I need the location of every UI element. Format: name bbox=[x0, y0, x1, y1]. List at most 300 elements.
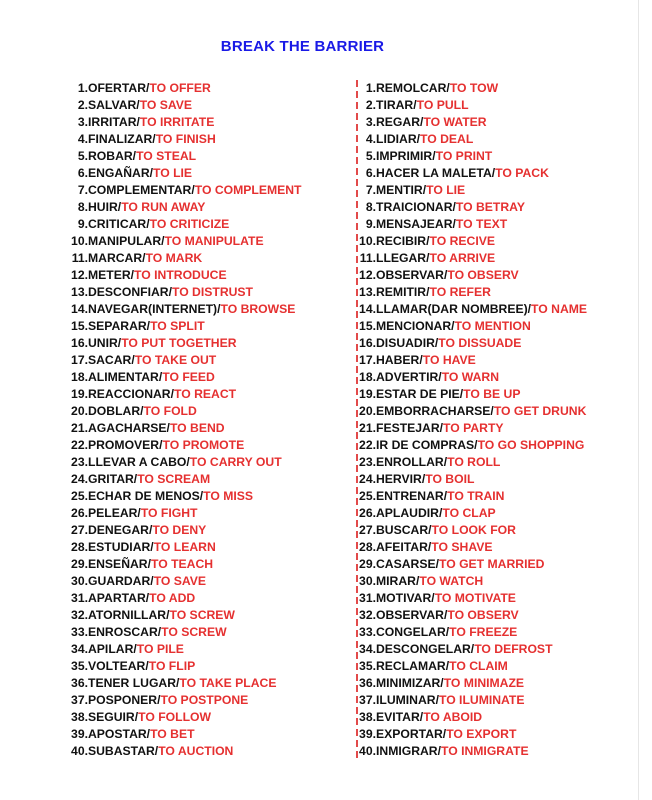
vocab-english: TO FEED bbox=[162, 370, 215, 384]
vocab-item bbox=[68, 641, 353, 658]
vocab-spanish: HABER/ bbox=[376, 353, 423, 367]
vocab-spanish: REMOLCAR/ bbox=[376, 81, 450, 95]
vocab-spanish: PELEAR/ bbox=[88, 506, 141, 520]
vocab-spanish: FESTEJAR/ bbox=[376, 421, 444, 435]
vocab-english: TO CRITICIZE bbox=[149, 217, 230, 231]
vocab-english: TO TEACH bbox=[150, 557, 214, 571]
vocab-english: TO MINIMAZE bbox=[443, 676, 525, 690]
vocab-spanish: LIDIAR/ bbox=[376, 132, 421, 146]
vocab-english: TO LIE bbox=[153, 166, 193, 180]
vocab-number: 15. bbox=[359, 319, 376, 333]
vocab-spanish: TENER LUGAR/ bbox=[88, 676, 180, 690]
vocab-spanish: RECLAMAR/ bbox=[376, 659, 450, 673]
vocab-spanish: LLEGAR/ bbox=[376, 251, 430, 265]
vocab-item bbox=[68, 675, 353, 692]
vocab-number: 26. bbox=[71, 506, 88, 520]
vocab-number: 40. bbox=[71, 744, 88, 758]
vocab-number: 26. bbox=[359, 506, 376, 520]
vocab-item bbox=[68, 80, 353, 97]
vocab-spanish: APARTAR/ bbox=[88, 591, 150, 605]
vocab-english: TO CLAP bbox=[442, 506, 496, 520]
vocab-number: 32. bbox=[359, 608, 376, 622]
vocab-list-right bbox=[358, 80, 643, 760]
vocab-item bbox=[68, 250, 353, 267]
vocab-item bbox=[68, 573, 353, 590]
vocab-english: TO SAVE bbox=[139, 98, 193, 112]
vocab-english: TO WATCH bbox=[419, 574, 484, 588]
vocab-number: 29. bbox=[71, 557, 88, 571]
vocab-english: TO MOTIVATE bbox=[434, 591, 516, 605]
vocab-item bbox=[68, 284, 353, 301]
vocab-item bbox=[68, 505, 353, 522]
vocab-english: TO MARK bbox=[145, 251, 203, 265]
vocab-english: TO CARRY OUT bbox=[189, 455, 282, 469]
vocab-spanish: REMITIR/ bbox=[376, 285, 430, 299]
vocab-english: TO FLIP bbox=[148, 659, 196, 673]
vocab-english: TO ROLL bbox=[447, 455, 501, 469]
vocab-item bbox=[358, 386, 643, 403]
vocab-item bbox=[358, 199, 643, 216]
vocab-english: TO FREEZE bbox=[449, 625, 518, 639]
vocab-spanish: DOBLAR/ bbox=[88, 404, 144, 418]
vocab-english: TO POSTPONE bbox=[160, 693, 249, 707]
vocab-item bbox=[358, 148, 643, 165]
vocab-spanish: COMPLEMENTAR/ bbox=[88, 183, 195, 197]
vocab-number: 22. bbox=[71, 438, 88, 452]
vocab-item bbox=[68, 590, 353, 607]
vocab-english: TO PROMOTE bbox=[162, 438, 245, 452]
vocab-english: TO MANIPULATE bbox=[164, 234, 264, 248]
vocab-item bbox=[358, 165, 643, 182]
vocab-number: 36. bbox=[359, 676, 376, 690]
vocab-number: 21. bbox=[71, 421, 88, 435]
vocab-english: TO LIE bbox=[426, 183, 466, 197]
vocab-item bbox=[358, 131, 643, 148]
vocab-item bbox=[68, 165, 353, 182]
vocab-spanish: REACCIONAR/ bbox=[88, 387, 174, 401]
vocab-english: TO FIGHT bbox=[140, 506, 198, 520]
vocab-english: TO BEND bbox=[169, 421, 225, 435]
vocab-item bbox=[68, 607, 353, 624]
vocab-item bbox=[68, 97, 353, 114]
vocab-number: 33. bbox=[71, 625, 88, 639]
vocab-spanish: SACAR/ bbox=[88, 353, 135, 367]
vocab-number: 2. bbox=[365, 98, 376, 112]
vocab-spanish: DENEGAR/ bbox=[88, 523, 153, 537]
vocab-number: 8. bbox=[365, 200, 376, 214]
vocab-spanish: GRITAR/ bbox=[88, 472, 138, 486]
vocab-spanish: ESTAR DE PIE/ bbox=[376, 387, 464, 401]
vocab-item bbox=[358, 675, 643, 692]
vocab-item bbox=[358, 420, 643, 437]
vocab-spanish: IR DE COMPRAS/ bbox=[376, 438, 478, 452]
vocab-english: TO HAVE bbox=[422, 353, 476, 367]
vocab-number: 3. bbox=[365, 115, 376, 129]
vocab-item bbox=[68, 437, 353, 454]
vocab-spanish: MANIPULAR/ bbox=[88, 234, 165, 248]
vocab-spanish: LLAMAR(DAR NOMBREE)/ bbox=[376, 302, 532, 316]
vocab-spanish: INMIGRAR/ bbox=[376, 744, 441, 758]
vocab-number: 4. bbox=[365, 132, 376, 146]
vocab-english: TO ABOID bbox=[423, 710, 483, 724]
vocab-english: TO LOOK FOR bbox=[431, 523, 516, 537]
vocab-item bbox=[358, 454, 643, 471]
vocab-spanish: DESCONFIAR/ bbox=[88, 285, 172, 299]
vocab-item bbox=[68, 318, 353, 335]
vocab-item bbox=[68, 624, 353, 641]
vocab-item bbox=[358, 301, 643, 318]
vocab-number: 11. bbox=[359, 251, 376, 265]
vocab-spanish: GUARDAR/ bbox=[88, 574, 154, 588]
vocab-spanish: MENSAJEAR/ bbox=[376, 217, 456, 231]
vocab-spanish: RECIBIR/ bbox=[376, 234, 430, 248]
vocab-item bbox=[68, 199, 353, 216]
vocab-spanish: ENGAÑAR/ bbox=[88, 166, 154, 180]
vocab-english: TO INTRODUCE bbox=[134, 268, 227, 282]
vocab-item bbox=[358, 573, 643, 590]
vocab-number: 11. bbox=[71, 251, 88, 265]
vocab-item bbox=[358, 114, 643, 131]
vocab-item bbox=[68, 692, 353, 709]
vocab-number: 24. bbox=[359, 472, 376, 486]
vocab-number: 34. bbox=[359, 642, 376, 656]
vocab-english: TO PULL bbox=[416, 98, 469, 112]
vocab-spanish: EVITAR/ bbox=[376, 710, 424, 724]
vocab-number: 18. bbox=[71, 370, 88, 384]
vocab-english: TO ILUMINATE bbox=[438, 693, 525, 707]
vocab-item bbox=[68, 352, 353, 369]
vocab-number: 19. bbox=[359, 387, 376, 401]
vocab-number: 16. bbox=[71, 336, 88, 350]
vocab-item bbox=[68, 556, 353, 573]
vocab-item bbox=[358, 182, 643, 199]
vocab-english: TO RUN AWAY bbox=[121, 200, 206, 214]
vocab-item bbox=[358, 590, 643, 607]
vocab-spanish: MIRAR/ bbox=[376, 574, 420, 588]
vocab-number: 28. bbox=[359, 540, 376, 554]
vocab-spanish: APOSTAR/ bbox=[88, 727, 151, 741]
vocab-item bbox=[68, 131, 353, 148]
vocab-number: 28. bbox=[71, 540, 88, 554]
vocab-number: 17. bbox=[359, 353, 376, 367]
vocab-number: 27. bbox=[359, 523, 376, 537]
vocab-spanish: ENROSCAR/ bbox=[88, 625, 162, 639]
vocab-spanish: ENSEÑAR/ bbox=[88, 557, 151, 571]
vocab-number: 21. bbox=[359, 421, 376, 435]
vocab-english: TO DENY bbox=[152, 523, 207, 537]
vocab-spanish: SUBASTAR/ bbox=[88, 744, 159, 758]
vocab-spanish: VOLTEAR/ bbox=[88, 659, 149, 673]
vocab-number: 31. bbox=[71, 591, 88, 605]
vocab-number: 12. bbox=[359, 268, 376, 282]
vocab-spanish: MENCIONAR/ bbox=[376, 319, 455, 333]
vocab-item bbox=[68, 539, 353, 556]
vocab-number: 31. bbox=[359, 591, 376, 605]
vocab-english: TO SCREAM bbox=[137, 472, 211, 486]
vocab-item bbox=[358, 369, 643, 386]
vocab-spanish: DESCONGELAR/ bbox=[376, 642, 475, 656]
vocab-spanish: SALVAR/ bbox=[88, 98, 140, 112]
vocab-english: TO GET DRUNK bbox=[493, 404, 587, 418]
vocab-spanish: ECHAR DE MENOS/ bbox=[88, 489, 204, 503]
vocab-english: TO FOLLOW bbox=[138, 710, 212, 724]
vocab-english: TO IRRITATE bbox=[139, 115, 215, 129]
vocab-item bbox=[68, 709, 353, 726]
vocab-english: TO INMIGRATE bbox=[441, 744, 529, 758]
vocab-item bbox=[358, 318, 643, 335]
vocab-number: 20. bbox=[359, 404, 376, 418]
vocab-english: TO PARTY bbox=[443, 421, 504, 435]
vocab-number: 36. bbox=[71, 676, 88, 690]
vocab-english: TO BET bbox=[150, 727, 195, 741]
vocab-number: 17. bbox=[71, 353, 88, 367]
vocab-number: 37. bbox=[359, 693, 376, 707]
vocab-english: TO BROWSE bbox=[220, 302, 296, 316]
page-title: BREAK THE BARRIER bbox=[220, 38, 385, 55]
vocab-item bbox=[68, 522, 353, 539]
vocab-number: 10. bbox=[71, 234, 88, 248]
vocab-number: 23. bbox=[359, 455, 376, 469]
vocab-item bbox=[68, 301, 353, 318]
vocab-english: TO TRAIN bbox=[447, 489, 505, 503]
vocab-spanish: EXPORTAR/ bbox=[376, 727, 447, 741]
vocab-spanish: PROMOVER/ bbox=[88, 438, 163, 452]
vocab-spanish: CONGELAR/ bbox=[376, 625, 450, 639]
vocab-number: 19. bbox=[71, 387, 88, 401]
vocab-spanish: CRITICAR/ bbox=[88, 217, 150, 231]
vocab-english: TO TAKE PLACE bbox=[179, 676, 277, 690]
vocab-number: 5. bbox=[365, 149, 376, 163]
vocab-english: TO RECIVE bbox=[429, 234, 495, 248]
vocab-number: 25. bbox=[359, 489, 376, 503]
vocab-number: 38. bbox=[71, 710, 88, 724]
vocab-number: 38. bbox=[359, 710, 376, 724]
vocab-number: 13. bbox=[71, 285, 88, 299]
vocab-english: TO BOIL bbox=[425, 472, 475, 486]
vocab-english: TO TAKE OUT bbox=[134, 353, 217, 367]
vocab-number: 20. bbox=[71, 404, 88, 418]
vocab-number: 30. bbox=[359, 574, 376, 588]
vocab-number: 3. bbox=[77, 115, 88, 129]
vocab-item bbox=[358, 539, 643, 556]
vocab-number: 29. bbox=[359, 557, 376, 571]
vocab-number: 4. bbox=[77, 132, 88, 146]
vocab-item bbox=[68, 182, 353, 199]
vocab-english: TO OBSERV bbox=[447, 268, 519, 282]
vocab-english: TO FINISH bbox=[155, 132, 216, 146]
vocab-number: 40. bbox=[359, 744, 376, 758]
vocab-english: TO TOW bbox=[449, 81, 499, 95]
vocab-number: 8. bbox=[77, 200, 88, 214]
vocab-spanish: FINALIZAR/ bbox=[88, 132, 156, 146]
vocab-number: 30. bbox=[71, 574, 88, 588]
vocab-english: TO NAME bbox=[531, 302, 588, 316]
vocab-spanish: HACER LA MALETA/ bbox=[376, 166, 496, 180]
vocab-english: TO DEAL bbox=[420, 132, 474, 146]
vocab-number: 5. bbox=[77, 149, 88, 163]
vocab-english: TO GET MARRIED bbox=[438, 557, 545, 571]
vocab-english: TO EXPORT bbox=[446, 727, 517, 741]
vocab-item bbox=[358, 471, 643, 488]
vocab-spanish: AFEITAR/ bbox=[376, 540, 432, 554]
vocab-spanish: ILUMINAR/ bbox=[376, 693, 439, 707]
vocab-number: 15. bbox=[71, 319, 88, 333]
vocab-spanish: ENROLLAR/ bbox=[376, 455, 448, 469]
vocab-english: TO SCREW bbox=[169, 608, 235, 622]
vocab-number: 25. bbox=[71, 489, 88, 503]
vocab-list-left bbox=[68, 80, 353, 760]
vocab-english: TO LEARN bbox=[153, 540, 216, 554]
vocab-number: 9. bbox=[365, 217, 376, 231]
vocab-spanish: ROBAR/ bbox=[88, 149, 137, 163]
vocab-spanish: APLAUDIR/ bbox=[376, 506, 443, 520]
vocab-item bbox=[358, 522, 643, 539]
vocab-english: TO REACT bbox=[174, 387, 237, 401]
vocab-item bbox=[358, 692, 643, 709]
vocab-number: 1. bbox=[77, 81, 88, 95]
vocab-number: 13. bbox=[359, 285, 376, 299]
vocab-item bbox=[358, 267, 643, 284]
vocab-spanish: OFERTAR/ bbox=[88, 81, 150, 95]
vocab-english: TO WARN bbox=[441, 370, 500, 384]
vocab-spanish: ENTRENAR/ bbox=[376, 489, 448, 503]
vocab-item bbox=[68, 488, 353, 505]
vocab-number: 27. bbox=[71, 523, 88, 537]
vocab-english: TO BETRAY bbox=[455, 200, 525, 214]
vocab-item bbox=[68, 335, 353, 352]
vocab-item bbox=[358, 284, 643, 301]
vocab-item bbox=[358, 658, 643, 675]
vocab-english: TO DISSUADE bbox=[438, 336, 522, 350]
vocab-number: 39. bbox=[71, 727, 88, 741]
vocab-english: TO ARRIVE bbox=[429, 251, 496, 265]
vocab-item bbox=[68, 454, 353, 471]
vocab-english: TO PUT TOGETHER bbox=[121, 336, 237, 350]
vocab-item bbox=[68, 114, 353, 131]
vocab-english: TO PRINT bbox=[435, 149, 493, 163]
vocab-english: TO DISTRUST bbox=[171, 285, 253, 299]
vocab-number: 6. bbox=[77, 166, 88, 180]
vocab-item bbox=[358, 437, 643, 454]
vocab-number: 32. bbox=[71, 608, 88, 622]
vocab-item bbox=[358, 624, 643, 641]
vocab-spanish: REGAR/ bbox=[376, 115, 424, 129]
vocab-spanish: ATORNILLAR/ bbox=[88, 608, 170, 622]
vocab-item bbox=[68, 216, 353, 233]
vocab-spanish: UNIR/ bbox=[88, 336, 122, 350]
vocab-number: 37. bbox=[71, 693, 88, 707]
vocab-english: TO OFFER bbox=[149, 81, 211, 95]
vocab-item bbox=[358, 607, 643, 624]
vocab-english: TO TEXT bbox=[455, 217, 508, 231]
vocab-spanish: ADVERTIR/ bbox=[376, 370, 442, 384]
vocab-english: TO PACK bbox=[495, 166, 549, 180]
vocab-item bbox=[358, 233, 643, 250]
vocab-english: TO WATER bbox=[423, 115, 487, 129]
vocab-item bbox=[358, 641, 643, 658]
vocab-number: 23. bbox=[71, 455, 88, 469]
vocab-item bbox=[358, 216, 643, 233]
vocab-item bbox=[68, 148, 353, 165]
vocab-item bbox=[68, 743, 353, 760]
vocab-item bbox=[358, 250, 643, 267]
vocab-item bbox=[68, 726, 353, 743]
vocab-number: 22. bbox=[359, 438, 376, 452]
vocab-number: 14. bbox=[71, 302, 88, 316]
vocab-english: TO SAVE bbox=[153, 574, 207, 588]
vocab-spanish: LLEVAR A CABO/ bbox=[88, 455, 190, 469]
vocab-spanish: CASARSE/ bbox=[376, 557, 439, 571]
vocab-number: 34. bbox=[71, 642, 88, 656]
vocab-spanish: HERVIR/ bbox=[376, 472, 426, 486]
vocab-number: 7. bbox=[365, 183, 376, 197]
vocab-spanish: SEGUIR/ bbox=[88, 710, 139, 724]
vocab-spanish: IMPRIMIR/ bbox=[376, 149, 436, 163]
vocab-number: 24. bbox=[71, 472, 88, 486]
vocab-english: TO AUCTION bbox=[158, 744, 234, 758]
vocab-spanish: DISUADIR/ bbox=[376, 336, 439, 350]
vocab-english: TO MISS bbox=[203, 489, 254, 503]
vocab-spanish: OBSERVAR/ bbox=[376, 268, 448, 282]
vocab-english: TO DEFROST bbox=[474, 642, 553, 656]
vocab-spanish: TRAICIONAR/ bbox=[376, 200, 456, 214]
vocab-english: TO ADD bbox=[149, 591, 196, 605]
vocab-item bbox=[68, 233, 353, 250]
vocab-item bbox=[68, 386, 353, 403]
vocab-spanish: MENTIR/ bbox=[376, 183, 427, 197]
vocab-item bbox=[68, 658, 353, 675]
vocab-english: TO PILE bbox=[136, 642, 184, 656]
vocab-spanish: TIRAR/ bbox=[376, 98, 417, 112]
vocab-english: TO SPLIT bbox=[150, 319, 205, 333]
vocab-spanish: SEPARAR/ bbox=[88, 319, 151, 333]
vocab-spanish: BUSCAR/ bbox=[376, 523, 432, 537]
vocab-number: 9. bbox=[77, 217, 88, 231]
vocab-english: TO SCREW bbox=[161, 625, 227, 639]
vocab-item bbox=[358, 743, 643, 760]
vocab-number: 7. bbox=[77, 183, 88, 197]
vocab-item bbox=[68, 420, 353, 437]
vocab-spanish: METER/ bbox=[88, 268, 135, 282]
vocab-spanish: NAVEGAR(INTERNET)/ bbox=[88, 302, 221, 316]
vocab-number: 12. bbox=[71, 268, 88, 282]
vocab-item bbox=[358, 709, 643, 726]
vocab-number: 35. bbox=[71, 659, 88, 673]
vocab-english: TO OBSERV bbox=[447, 608, 519, 622]
vocab-spanish: APILAR/ bbox=[88, 642, 137, 656]
vocab-item bbox=[358, 403, 643, 420]
vocab-number: 39. bbox=[359, 727, 376, 741]
vocab-number: 10. bbox=[359, 234, 376, 248]
vocab-number: 18. bbox=[359, 370, 376, 384]
vocab-spanish: HUIR/ bbox=[88, 200, 122, 214]
vocab-english: TO REFER bbox=[429, 285, 491, 299]
vocab-item bbox=[358, 80, 643, 97]
vocab-english: TO FOLD bbox=[143, 404, 197, 418]
vocab-spanish: IRRITAR/ bbox=[88, 115, 140, 129]
vocab-item bbox=[68, 369, 353, 386]
vocab-english: TO SHAVE bbox=[431, 540, 493, 554]
vocab-number: 16. bbox=[359, 336, 376, 350]
vocab-number: 1. bbox=[365, 81, 376, 95]
vocab-item bbox=[358, 726, 643, 743]
vocab-spanish: ALIMENTAR/ bbox=[88, 370, 163, 384]
vocab-item bbox=[358, 488, 643, 505]
vocab-number: 2. bbox=[77, 98, 88, 112]
vocab-item bbox=[358, 97, 643, 114]
vocab-english: TO STEAL bbox=[136, 149, 197, 163]
vocab-item bbox=[68, 471, 353, 488]
